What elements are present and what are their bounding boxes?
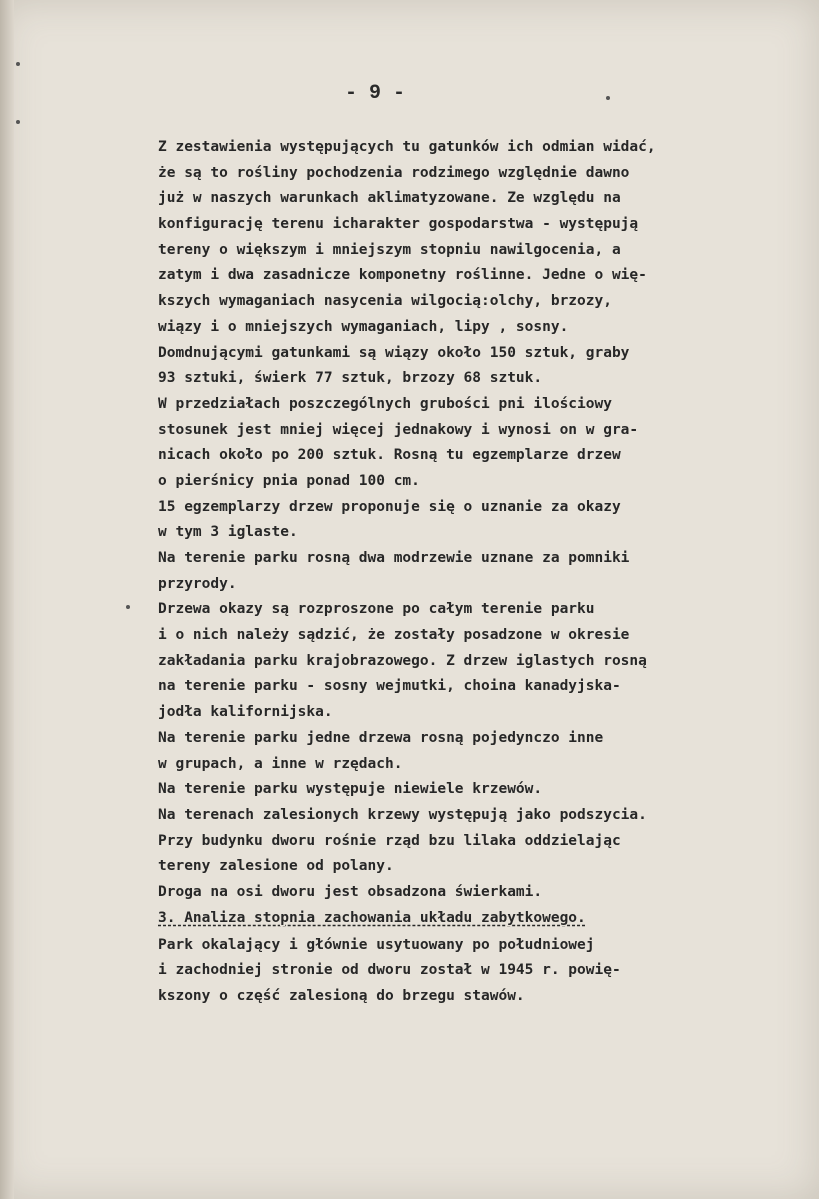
text-line: i zachodniej stronie od dworu został w 1945 r. powię- <box>158 962 621 979</box>
text-line: Z zestawienia występujących tu gatunków ich odmian widać, <box>158 139 656 155</box>
text-line: przyrody. <box>158 575 237 592</box>
paper-speck <box>606 96 610 100</box>
text-line: już w naszych warunkach aklimatyzowane. Ze względu na <box>158 190 621 207</box>
text-line: że są to rośliny pochodzenia rodzimego względnie dawno <box>158 164 630 181</box>
body-text <box>158 135 798 1010</box>
text-line: Park okalający i głównie usytuowany po południowej <box>158 936 595 953</box>
page-number: - 9 - <box>344 82 405 105</box>
text-line: w tym 3 iglaste. <box>158 524 298 541</box>
text-line: tereny zalesione od polany. <box>158 858 394 875</box>
text-line: Na terenie parku jedne drzewa rosną pojedynczo inne <box>158 729 604 746</box>
text-line: Domdnującymi gatunkami są wiązy około 150 sztuk, graby <box>158 344 630 361</box>
text-line: Przy budynku dworu rośnie rząd bzu lilaka oddzielając <box>158 832 621 849</box>
text-line: Droga na osi dworu jest obsadzona świerkami. <box>158 883 543 900</box>
text-line: W przedziałach poszczególnych grubości pni ilościowy <box>158 395 612 412</box>
text-line: nicach około po 200 sztuk. Rosną tu egzemplarze drzew <box>158 447 621 464</box>
text-line: kszony o część zalesioną do brzegu stawów. <box>158 988 525 1004</box>
paper-speck <box>16 120 20 124</box>
text-line: zatym i dwa zasadnicze komponetny roślinne. Jedne o wię- <box>158 267 647 284</box>
text-line: w grupach, a inne w rzędach. <box>158 755 403 772</box>
text-line: na terenie parku - sosny wejmutki, choina kanadyjska- <box>158 678 621 695</box>
page-edge-shadow <box>0 0 14 1199</box>
text-line: jodła kalifornijska. <box>158 704 333 721</box>
text-line: wiązy i o mniejszych wymaganiach, lipy , sosny. <box>158 318 569 335</box>
text-line: o pierśnicy pnia ponad 100 cm. <box>158 472 420 489</box>
paper-speck <box>16 62 20 66</box>
text-line: kszych wymaganiach nasycenia wilgocią:olchy, brzozy, <box>158 293 612 310</box>
text-line: stosunek jest mniej więcej jednakowy i wynosi on w gra- <box>158 421 639 438</box>
text-line: Na terenach zalesionych krzewy występują jako podszycia. <box>158 806 647 823</box>
text-line: konfigurację terenu icharakter gospodarstwa - występują <box>158 216 639 233</box>
text-line: tereny o większym i mniejszym stopniu nawilgocenia, a <box>158 241 621 258</box>
text-line: 15 egzemplarzy drzew proponuje się o uznanie za okazy <box>158 498 621 515</box>
text-line: zakładania parku krajobrazowego. Z drzew iglastych rosną <box>158 652 647 669</box>
text-line: i o nich należy sądzić, że zostały posadzone w okresie <box>158 627 630 644</box>
text-line: Drzewa okazy są rozproszone po całym terenie parku <box>158 601 595 618</box>
text-line: Na terenie parku rosną dwa modrzewie uznane za pomniki <box>158 550 630 566</box>
paper-speck <box>126 605 130 609</box>
text-line: 93 sztuki, świerk 77 sztuk, brzozy 68 sztuk. <box>158 370 543 387</box>
text-line: Na terenie parku występuje niewiele krzewów. <box>158 781 543 798</box>
section-heading: 3. Analiza stopnia zachowania układu zabytkowego. <box>158 909 586 926</box>
